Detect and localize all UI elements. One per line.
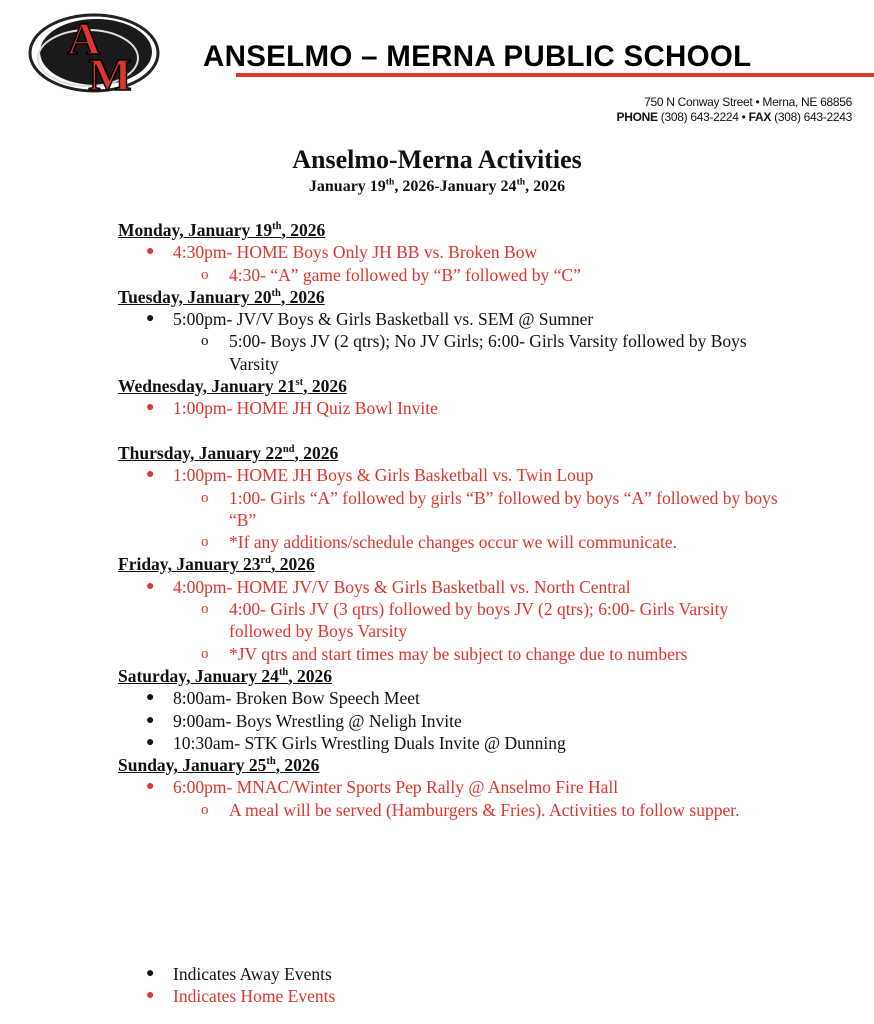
- day-heading: Thursday, January 22nd, 2026: [118, 442, 339, 463]
- svg-text:M: M: [88, 49, 132, 94]
- away-event: ● 9:00am- Boys Wrestling @ Neligh Invite: [146, 710, 462, 731]
- day-heading: Saturday, January 24th, 2026: [118, 665, 333, 686]
- legend-away: ● Indicates Away Events: [146, 964, 332, 984]
- school-name: ANSELMO – MERNA PUBLIC SCHOOL: [203, 40, 752, 73]
- home-event: ● 1:00pm- HOME JH Quiz Bowl Invite: [146, 398, 438, 419]
- header-divider: [236, 73, 874, 77]
- schedule: [118, 219, 818, 821]
- event-detail: o *JV qtrs and start times may be subject to change due to numbers: [201, 643, 688, 664]
- phone: (308) 643-2224 •: [660, 110, 746, 124]
- day-heading: Wednesday, January 21st, 2026: [118, 376, 347, 397]
- day-heading: Monday, January 19th, 2026: [118, 220, 326, 240]
- day-heading: Tuesday, January 20th, 2026: [118, 286, 325, 307]
- home-event: ● 1:00pm- HOME JH Boys & Girls Basketball vs. Twin Loup: [146, 465, 594, 486]
- away-event: ● 10:30am- STK Girls Wrestling Duals Invite @ Dunning: [146, 732, 566, 753]
- school-logo: [28, 8, 160, 94]
- home-event: ● 4:30pm- HOME Boys Only JH BB vs. Broken Bow: [146, 242, 538, 263]
- event-detail: o 4:30- “A” game followed by “B” followed by “C”: [201, 264, 581, 285]
- event-detail: o 4:00- Girls JV (3 qtrs) followed by boys JV (2 qtrs); 6:00- Girls Varsity followed by Boys Varsity: [201, 599, 729, 642]
- svg-text:A: A: [67, 13, 101, 64]
- away-event: ● 8:00am- Broken Bow Speech Meet: [146, 688, 420, 709]
- legend: [118, 963, 618, 1008]
- day-heading: Friday, January 23rd, 2026: [118, 554, 315, 575]
- event-detail: o A meal will be served (Hamburgers & Fries). Activities to follow supper.: [201, 799, 740, 820]
- page-title: Anselmo-Merna Activities: [292, 145, 582, 174]
- date-range: January 19th, 2026-January 24th, 2026: [308, 176, 566, 195]
- legend-home: ● Indicates Home Events: [146, 986, 336, 1007]
- away-event: ● 5:00pm- JV/V Boys & Girls Basketball vs. SEM @ Sumner: [146, 309, 594, 330]
- event-detail: o 5:00- Boys JV (2 qtrs); No JV Girls; 6:00- Girls Varsity followed by Boys Varsity: [201, 331, 747, 374]
- event-detail: o 1:00- Girls “A” followed by girls “B” followed by boys “A” followed by boys “B”: [201, 487, 778, 530]
- fax-label: FAX: [748, 110, 772, 124]
- address: 750 N Conway Street • Merna, NE 68856: [644, 95, 852, 109]
- fax: (308) 643-2243: [774, 110, 852, 124]
- phone-label: PHONE: [616, 110, 658, 124]
- home-event: ● 4:00pm- HOME JV/V Boys & Girls Basketball vs. North Central: [146, 576, 631, 597]
- event-detail: o *If any additions/schedule changes occur we will communicate.: [201, 532, 678, 553]
- contact-info: [617, 95, 852, 125]
- home-event: ● 6:00pm- MNAC/Winter Sports Pep Rally @ Anselmo Fire Hall: [146, 777, 619, 798]
- day-heading: Sunday, January 25th, 2026: [118, 755, 320, 776]
